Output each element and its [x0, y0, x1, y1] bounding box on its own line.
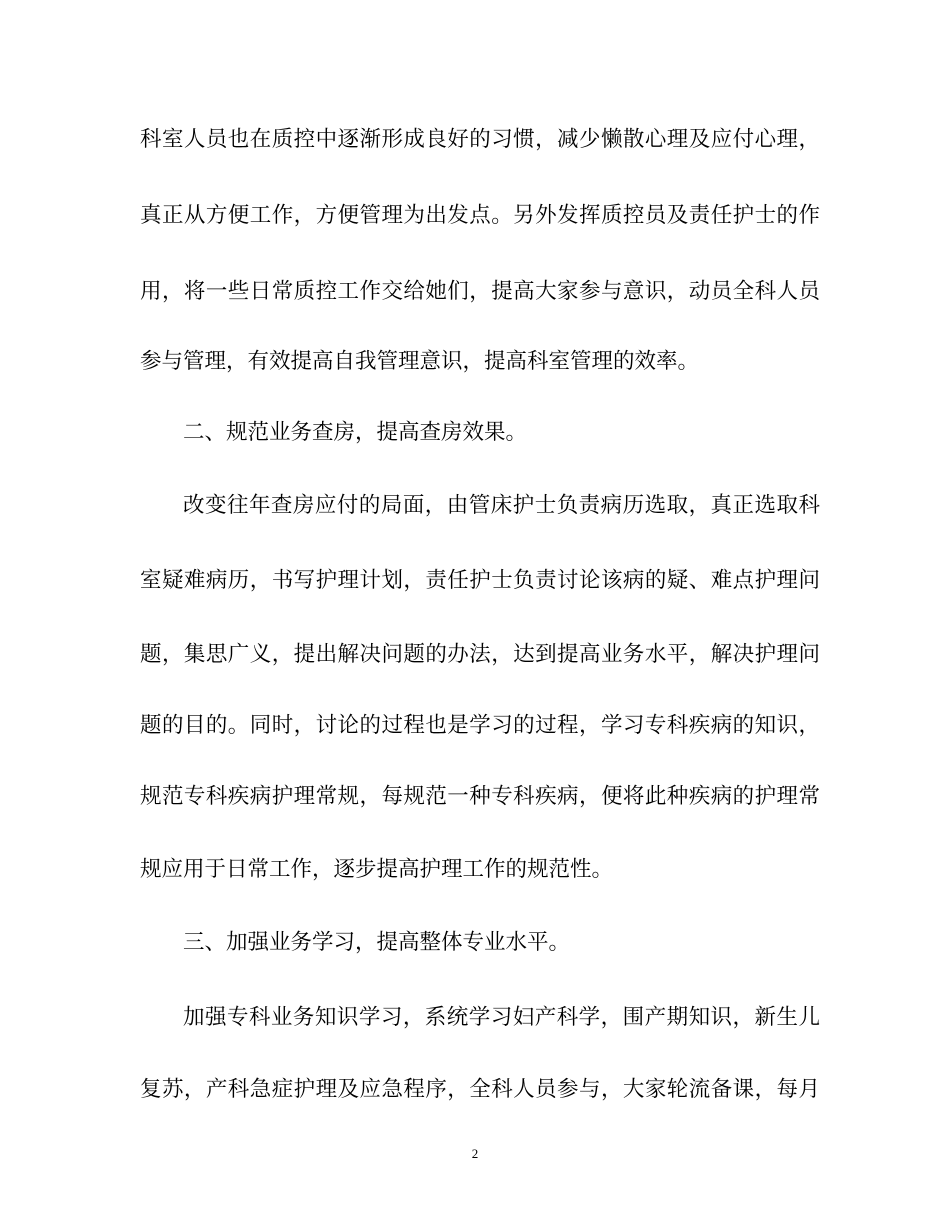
paragraph-line: 真正从方便工作，方便管理为出发点。另外发挥质控员及责任护士的作 [140, 203, 820, 228]
paragraph-line: 题的目的。同时，讨论的过程也是学习的过程，学习专科疾病的知识， [140, 713, 820, 738]
paragraph-line: 复苏，产科急症护理及应急程序，全科人员参与，大家轮流备课，每月 [140, 1077, 820, 1102]
paragraph-line: 加强专科业务知识学习，系统学习妇产科学，围产期知识，新生儿 [183, 1005, 820, 1030]
page-number: 2 [471, 1146, 479, 1161]
paragraph-line: 规范专科疾病护理常规，每规范一种专科疾病，便将此种疾病的护理常 [140, 784, 820, 809]
paragraph-line: 用，将一些日常质控工作交给她们，提高大家参与意识，动员全科人员 [140, 279, 820, 304]
section-heading: 三、加强业务学习，提高整体专业水平。 [183, 930, 571, 955]
section-heading: 二、规范业务查房，提高查房效果。 [183, 420, 528, 445]
paragraph-line: 改变往年查房应付的局面，由管床护士负责病历选取，真正选取科 [183, 493, 820, 518]
paragraph-line: 题，集思广义，提出解决问题的办法，达到提高业务水平，解决护理问 [140, 642, 820, 667]
paragraph-line: 室疑难病历，书写护理计划，责任护士负责讨论该病的疑、难点护理问 [140, 568, 820, 593]
paragraph-line: 规应用于日常工作，逐步提高护理工作的规范性。 [140, 857, 614, 882]
paragraph-line: 参与管理，有效提高自我管理意识，提高科室管理的效率。 [140, 349, 700, 374]
paragraph-line: 科室人员也在质控中逐渐形成良好的习惯，减少懒散心理及应付心理， [140, 127, 820, 152]
